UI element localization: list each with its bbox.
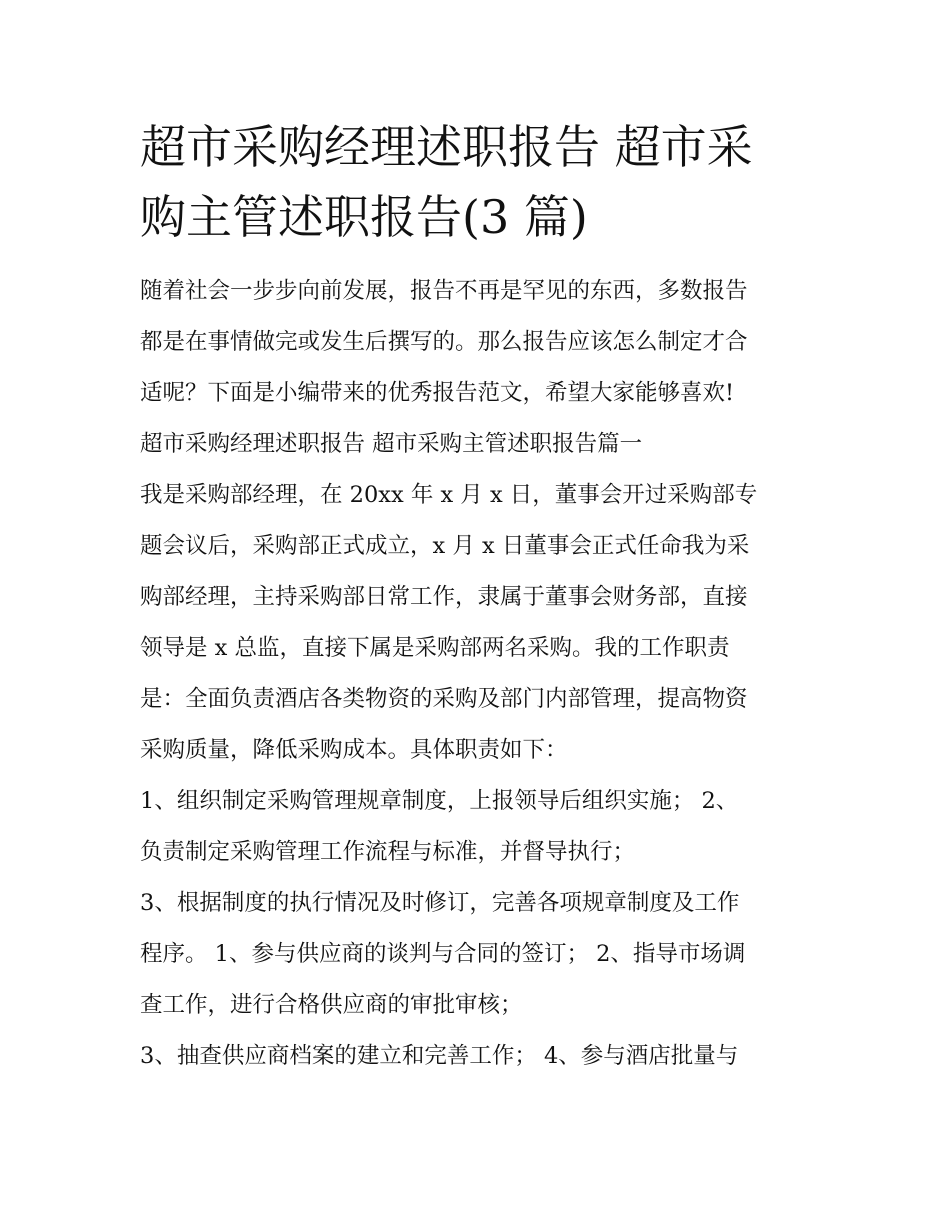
body-line: 是：全面负责酒店各类物资的采购及部门内部管理，提高物资 — [140, 686, 748, 712]
title-line: 购主管述职报告(3 篇) — [140, 190, 588, 244]
document-content — [140, 112, 820, 1082]
list-line: 3、根据制度的执行情况及时修订，完善各项规章制度及工作 — [140, 890, 740, 916]
body-line: 领导是 x 总监，直接下属是采购部两名采购。我的工作职责 — [140, 635, 730, 661]
list-line: 1、组织制定采购管理规章制度，上报领导后组织实施； 2、 — [140, 788, 739, 814]
section-heading: 超市采购经理述职报告 超市采购主管述职报告篇一 — [140, 431, 643, 457]
list-line: 查工作，进行合格供应商的审批审核； — [140, 992, 523, 1018]
body-line: 随着社会一步步向前发展，报告不再是罕见的东西，多数报告 — [140, 278, 748, 304]
body-line: 采购质量，降低采购成本。具体职责如下： — [140, 737, 568, 763]
document-body — [140, 266, 820, 1082]
document-title — [140, 112, 820, 252]
body-line: 我是采购部经理，在 20xx 年 x 月 x 日，董事会开过采购部专 — [140, 482, 758, 508]
list-line: 程序。 1、参与供应商的谈判与合同的签订； 2、指导市场调 — [140, 941, 746, 967]
body-line: 题会议后，采购部正式成立，x 月 x 日董事会正式任命我为采 — [140, 533, 750, 559]
body-line: 适呢？下面是小编带来的优秀报告范文，希望大家能够喜欢! — [140, 380, 735, 406]
body-line: 购部经理，主持采购部日常工作，隶属于董事会财务部，直接 — [140, 584, 748, 610]
body-line: 都是在事情做完或发生后撰写的。那么报告应该怎么制定才合 — [140, 329, 748, 355]
title-line: 超市采购经理述职报告 超市采 — [140, 120, 753, 174]
list-line: 3、抽查供应商档案的建立和完善工作； 4、参与酒店批量与 — [140, 1043, 739, 1069]
list-line: 负责制定采购管理工作流程与标准，并督导执行； — [140, 839, 636, 865]
